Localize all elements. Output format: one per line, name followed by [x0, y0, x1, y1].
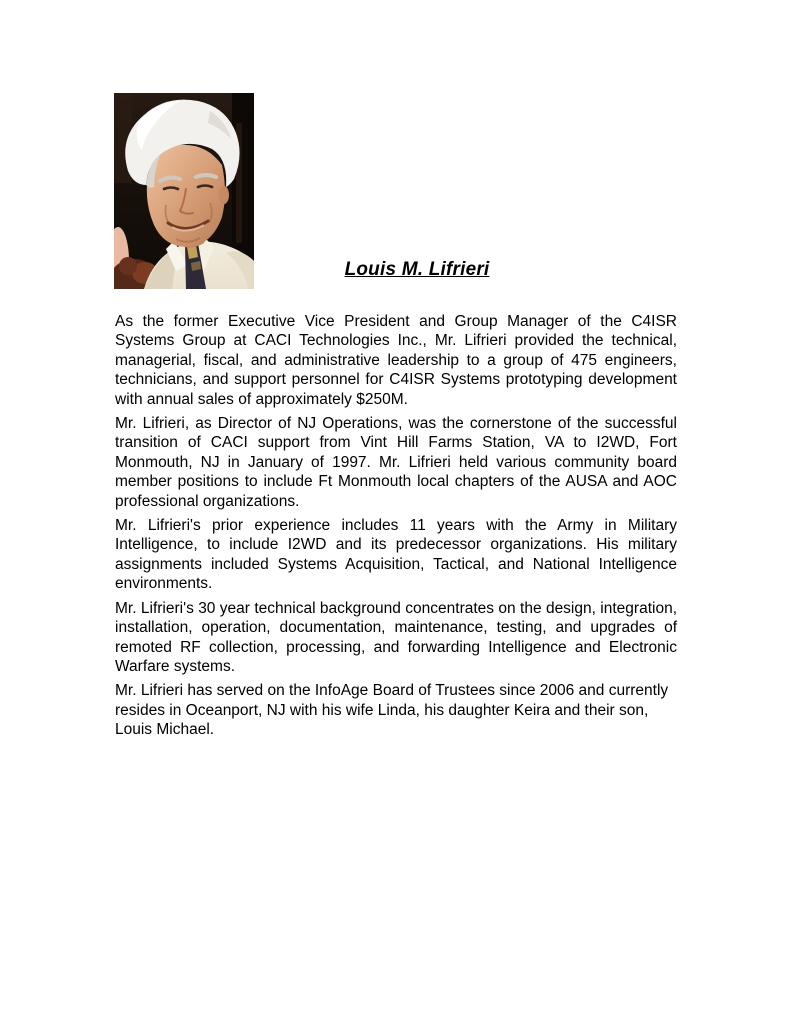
- bio-paragraph-5: Mr. Lifrieri has served on the InfoAge Board of Trustees since 2006 and currently resides in Oceanport, NJ with his wife Linda, his daughter Keira and their son, Louis Michael.: [115, 682, 669, 739]
- bio-paragraph-2: Mr. Lifrieri, as Director of NJ Operations, was the cornerstone of the successful transition of CACI support from Vint Hill Farms Station, VA to I2WD, Fort Monmouth, NJ in January of 1997. Mr. Lifrieri held various community board member positions to include Ft Monmouth local chapters of the AUSA and AOC professional organizations.: [115, 415, 677, 510]
- page-title: Louis M. Lifrieri: [344, 259, 490, 280]
- bio-paragraph-1: As the former Executive Vice President and Group Manager of the C4ISR Systems Group at CACI Technologies Inc., Mr. Lifrieri provided the technical, managerial, fiscal, and administrative leadership to a group of 475 engineers, technicians, and support personnel for C4ISR Systems prototyping development with annual sales of approximately $250M.: [115, 313, 677, 408]
- bio-paragraph-3: Mr. Lifrieri's prior experience includes 11 years with the Army in Military Intelligence, to include I2WD and its predecessor organizations. His military assignments included Systems Acquisition, Tactical, and National Intelligence environments.: [115, 517, 677, 593]
- title-row: [115, 258, 719, 281]
- biography-text: [115, 312, 677, 745]
- bio-paragraph-4: Mr. Lifrieri's 30 year technical background concentrates on the design, integration, installation, operation, documentation, maintenance, testing, and upgrades of remoted RF collection, processing, and forwarding Intelligence and Electronic Warfare systems.: [115, 599, 677, 675]
